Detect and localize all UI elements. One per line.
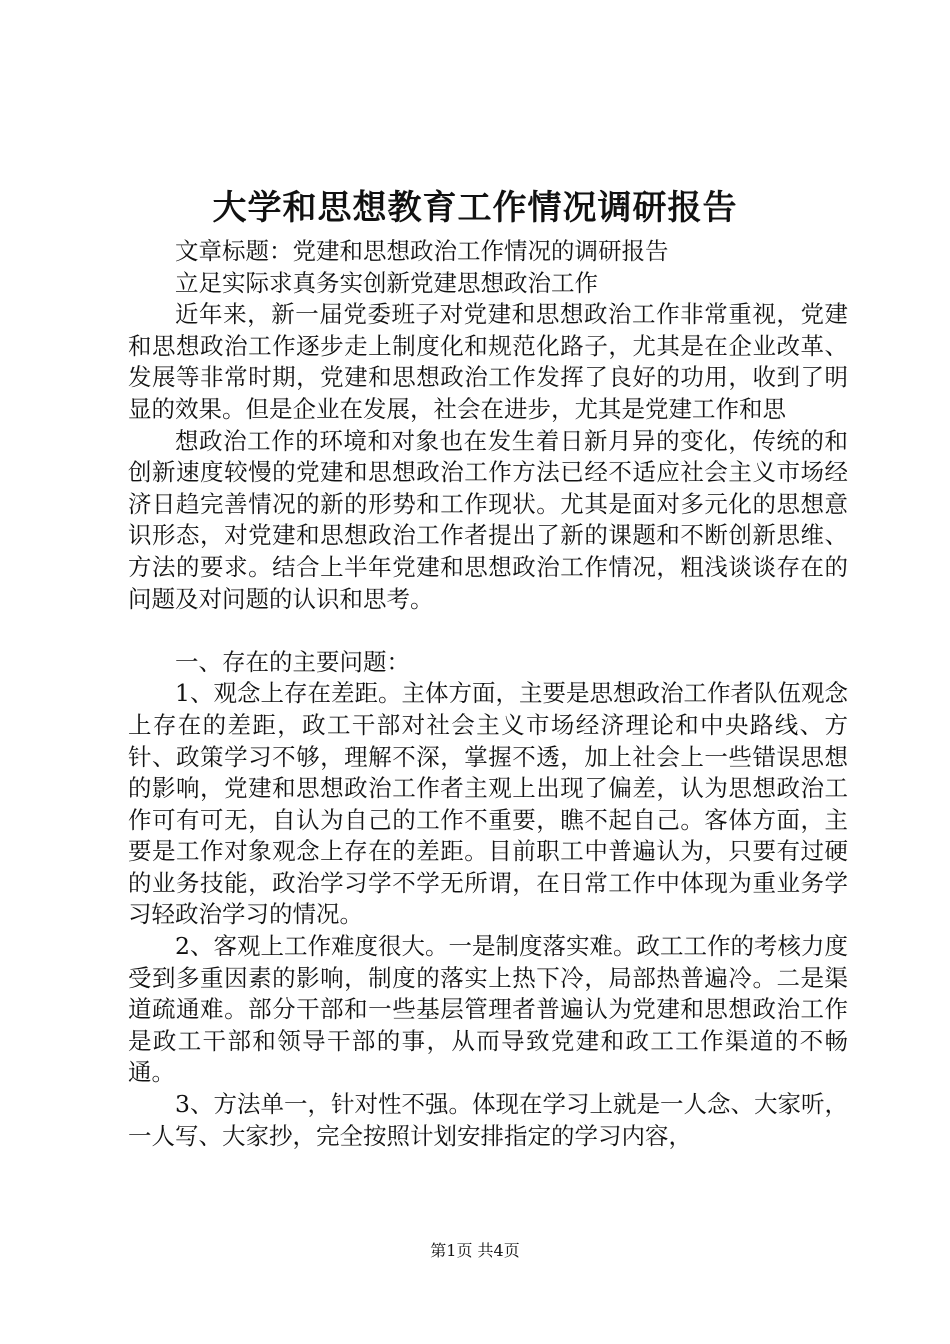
paragraph-intro-continued: 想政治工作的环境和对象也在发生着日新月异的变化，传统的和创新速度较慢的党建和思想政治工作方法已经不适应社会主义市场经济日趋完善情况的新的形势和工作现状。尤其是面对多元化的思想意识形态，对党建和思想政治工作者提出了新的课题和不断创新思维、方法的要求。结合上半年党建和思想政治工作情况，粗浅谈谈存在的问题及对问题的认识和思考。 (128, 426, 848, 613)
paragraph-spacer (128, 615, 848, 647)
paragraph-item-1: 1、观念上存在差距。主体方面，主要是思想政治工作者队伍观念上存在的差距，政工干部对社会主义市场经济理论和中央路线、方针、政策学习不够，理解不深，掌握不透，加上社会上一些错误思想的影响，党建和思想政治工作者主观上出现了偏差，认为思想政治工作可有可无，自认为自己的工作不重要，瞧不起自己。客体方面，主要是工作对象观念上存在的差距。目前职工中普遍认为，只要有过硬的业务技能，政治学习学不学无所谓，在日常工作中体现为重业务学习轻政治学习的情况。 (128, 679, 848, 929)
paragraph-item-3: 3、方法单一，针对性不强。体现在学习上就是一人念、大家听，一人写、大家抄，完全按照计划安排指定的学习内容， (128, 1090, 848, 1150)
paragraph-intro: 近年来，新一届党委班子对党建和思想政治工作非常重视，党建和思想政治工作逐步走上制度化和规范化路子，尤其是在企业改革、发展等非常时期，党建和思想政治工作发挥了良好的功用，收到了明显的效果。但是企业在发展，社会在进步，尤其是党建工作和思 (128, 300, 848, 423)
subtitle-line: 立足实际求真务实创新党建思想政治工作 (175, 268, 598, 297)
page-footer: 第1页 共4页 (430, 1241, 520, 1260)
section-heading: 一、存在的主要问题： (175, 647, 410, 676)
article-title-line: 文章标题：党建和思想政治工作情况的调研报告 (175, 237, 669, 265)
document-body (128, 236, 848, 1152)
document-title: 大学和思想教育工作情况调研报告 (212, 188, 738, 228)
paragraph-item-2: 2、客观上工作难度很大。一是制度落实难。政工工作的考核力度受到多重因素的影响，制度的落实上热下冷，局部热普遍冷。二是渠道疏通难。部分干部和一些基层管理者普遍认为党建和思想政治工作是政工干部和领导干部的事，从而导致党建和政工工作渠道的不畅通。 (128, 932, 848, 1087)
